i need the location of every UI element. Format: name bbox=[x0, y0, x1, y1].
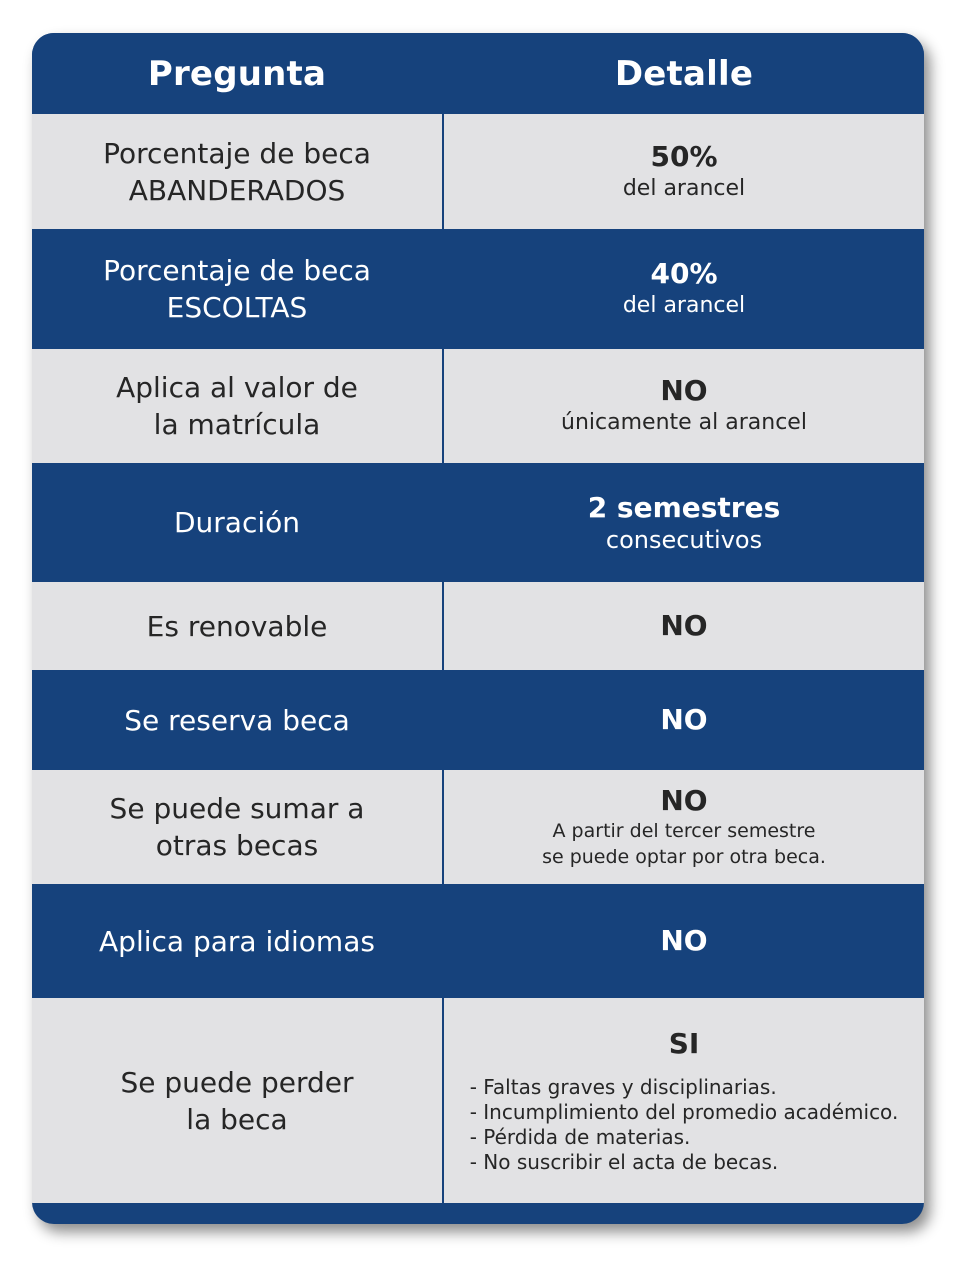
question-cell bbox=[32, 884, 442, 998]
scholarship-table bbox=[32, 33, 924, 1224]
detail-cell bbox=[444, 770, 924, 884]
list-item: - No suscribir el acta de becas. bbox=[469, 1149, 779, 1174]
question-text: Se puede perder la beca bbox=[120, 1065, 354, 1136]
question-cell bbox=[32, 229, 442, 349]
detail-sub: del arancel bbox=[622, 175, 746, 201]
table-row bbox=[32, 349, 924, 463]
detail-main: NO bbox=[660, 609, 708, 642]
detail-cell bbox=[444, 349, 924, 463]
detail-main: NO bbox=[660, 703, 708, 736]
table-row bbox=[32, 582, 924, 670]
table-row bbox=[32, 114, 924, 229]
header-question-label: Pregunta bbox=[147, 53, 327, 94]
question-text: Se reserva beca bbox=[124, 703, 350, 737]
detail-main: NO bbox=[660, 784, 708, 817]
detail-sub: únicamente al arancel bbox=[561, 410, 807, 435]
detail-cell bbox=[444, 229, 924, 349]
table-row bbox=[32, 670, 924, 770]
detail-main: 50% bbox=[650, 139, 718, 173]
detail-main: NO bbox=[660, 924, 708, 957]
header-detail-label: Detalle bbox=[614, 53, 754, 94]
detail-cell bbox=[444, 670, 924, 770]
question-cell bbox=[32, 670, 442, 770]
question-text: Duración bbox=[173, 506, 301, 539]
detail-main: NO bbox=[660, 374, 708, 407]
question-text: Porcentaje de beca ABANDERADOS bbox=[103, 136, 371, 207]
question-text: Es renovable bbox=[146, 609, 328, 643]
question-text: Se puede sumar a otras becas bbox=[109, 792, 365, 862]
detail-main: SI bbox=[668, 1026, 700, 1060]
question-cell bbox=[32, 114, 442, 229]
detail-cell bbox=[444, 884, 924, 998]
question-text: Porcentaje de beca ESCOLTAS bbox=[103, 254, 371, 324]
question-text: Aplica para idiomas bbox=[99, 924, 375, 958]
detail-cell bbox=[444, 582, 924, 670]
table-row bbox=[32, 229, 924, 349]
detail-sub: A partir del tercer semestre se puede optar por otra beca. bbox=[542, 820, 826, 868]
detail-cell bbox=[444, 463, 924, 582]
question-text: Aplica al valor de la matrícula bbox=[116, 371, 358, 441]
table-row bbox=[32, 884, 924, 998]
question-cell bbox=[32, 770, 442, 884]
question-cell bbox=[32, 463, 442, 582]
detail-sub: del arancel bbox=[622, 293, 746, 318]
detail-main: 40% bbox=[650, 257, 718, 290]
list-item: - Incumplimiento del promedio académico. bbox=[469, 1099, 899, 1124]
question-cell bbox=[32, 582, 442, 670]
detail-cell bbox=[444, 114, 924, 229]
table-header bbox=[32, 33, 924, 114]
table-row bbox=[32, 463, 924, 582]
detail-cell bbox=[444, 998, 924, 1203]
list-item: - Pérdida de materias. bbox=[469, 1124, 691, 1149]
loss-reasons-list bbox=[470, 1075, 899, 1175]
detail-main: 2 semestres bbox=[587, 490, 781, 524]
table-row bbox=[32, 770, 924, 884]
header-detail-cell bbox=[444, 33, 924, 114]
list-item: - Faltas graves y disciplinarias. bbox=[469, 1074, 777, 1099]
detail-sub: consecutivos bbox=[605, 525, 763, 554]
question-cell bbox=[32, 349, 442, 463]
header-question-cell bbox=[32, 33, 442, 114]
question-cell bbox=[32, 998, 442, 1203]
table-row bbox=[32, 998, 924, 1203]
